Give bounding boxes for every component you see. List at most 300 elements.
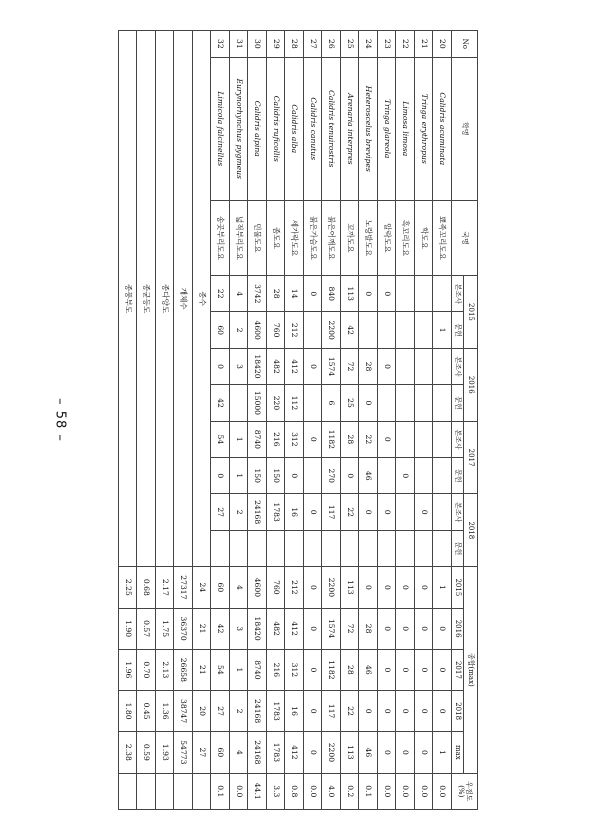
total-max-col-header: max [452, 732, 464, 773]
cell-kor: 세가락도요 [285, 200, 304, 275]
cell-r15 [359, 312, 378, 348]
cell-t17: 28 [341, 649, 360, 690]
cell-t17: 0 [378, 649, 397, 690]
cell-s18 [396, 494, 415, 530]
cell-r15: 1 [433, 312, 452, 348]
summary-cell-t15: 24 [193, 567, 212, 608]
summary-cell-dom [137, 773, 156, 810]
cell-sci: Heteroscelus brevipes [359, 57, 378, 200]
cell-r16 [230, 385, 249, 421]
cell-sci: Limosa limosa [396, 57, 415, 200]
cell-t16: 0 [304, 608, 323, 649]
cell-s15: 14 [285, 276, 304, 312]
cell-r18 [267, 530, 286, 566]
cell-s15 [415, 276, 434, 312]
table-row [285, 31, 304, 810]
cell-t18: 0 [304, 691, 323, 732]
cell-dom: 0.8 [285, 773, 304, 810]
cell-t15: 60 [211, 567, 230, 608]
summary-cell-t16: 0.57 [137, 608, 156, 649]
cell-sci: Calidris tenuirostris [322, 57, 341, 200]
cell-r16 [396, 385, 415, 421]
cell-s18: 27 [211, 494, 230, 530]
cell-r18 [415, 530, 434, 566]
summary-cell-t17: 26658 [174, 649, 193, 690]
summary-body [119, 31, 212, 810]
cell-dom: 0.0 [304, 773, 323, 810]
cell-r16: 42 [211, 385, 230, 421]
table-row [396, 31, 415, 810]
summary-label: 종풍부도 [119, 31, 138, 567]
cell-r18 [359, 530, 378, 566]
cell-s15: 22 [211, 276, 230, 312]
cell-t18: 16 [285, 691, 304, 732]
cell-s18: 0 [304, 494, 323, 530]
cell-max: 113 [341, 732, 360, 773]
summary-cell-dom [193, 773, 212, 810]
cell-t17: 1 [230, 649, 249, 690]
cell-dom: 44.1 [248, 773, 267, 810]
cell-s17: 0 [304, 421, 323, 457]
summary-row [156, 31, 175, 810]
cell-t15: 0 [359, 567, 378, 608]
summary-cell-max: 2.38 [119, 732, 138, 773]
cell-s18 [433, 494, 452, 530]
cell-s16 [433, 348, 452, 384]
summary-cell-t18: 1.80 [119, 691, 138, 732]
cell-t17: 0 [415, 649, 434, 690]
cell-kor: 붉은어깨도요 [322, 200, 341, 275]
cell-kor: 좀도요 [267, 200, 286, 275]
cell-max: 0 [396, 732, 415, 773]
cell-s16 [396, 348, 415, 384]
summary-cell-t16: 1.75 [156, 608, 175, 649]
summary-row [174, 31, 193, 810]
cell-s15: 28 [267, 276, 286, 312]
cell-r18 [304, 530, 323, 566]
cell-no: 32 [211, 31, 230, 58]
cell-r17: 0 [396, 458, 415, 494]
table-row [304, 31, 323, 810]
cell-s16: 0 [304, 348, 323, 384]
cell-s17: 0 [378, 421, 397, 457]
cell-sci: Eurynorhynchus pygmeus [230, 57, 249, 200]
cell-t15: 760 [267, 567, 286, 608]
table-row [248, 31, 267, 810]
summary-cell-dom [174, 773, 193, 810]
table-row [267, 31, 286, 810]
cell-max: 0 [378, 732, 397, 773]
cell-s18: 0 [415, 494, 434, 530]
cell-no: 31 [230, 31, 249, 58]
shorebird-survey-table [118, 30, 478, 810]
summary-cell-t16: 1.90 [119, 608, 138, 649]
cell-s15: 4 [230, 276, 249, 312]
summary-cell-t18: 38747 [174, 691, 193, 732]
summary-cell-max: 1.93 [156, 732, 175, 773]
ref-2015-header: 문헌 [452, 312, 464, 348]
cell-t16: 0 [433, 608, 452, 649]
cell-s18: 24168 [248, 494, 267, 530]
cell-t18: 22 [341, 691, 360, 732]
cell-r17: 0 [341, 458, 360, 494]
ref-2017-header: 문헌 [452, 458, 464, 494]
cell-r16 [433, 385, 452, 421]
cell-max: 2200 [322, 732, 341, 773]
cell-r16: 15000 [248, 385, 267, 421]
cell-r17 [378, 458, 397, 494]
summary-cell-t18: 0.45 [137, 691, 156, 732]
summary-row [193, 31, 212, 810]
cell-r15 [378, 312, 397, 348]
cell-s17: 8740 [248, 421, 267, 457]
summary-cell-t18: 20 [193, 691, 212, 732]
cell-t18: 117 [322, 691, 341, 732]
cell-r16 [378, 385, 397, 421]
cell-t15: 113 [341, 567, 360, 608]
cell-max: 0 [304, 732, 323, 773]
cell-s15: 113 [341, 276, 360, 312]
cell-no: 20 [433, 31, 452, 58]
cell-s16: 18420 [248, 348, 267, 384]
cell-s15 [396, 276, 415, 312]
cell-sci: Calidris ruficollis [267, 57, 286, 200]
cell-r17: 0 [211, 458, 230, 494]
cell-t15: 0 [415, 567, 434, 608]
cell-s17 [415, 421, 434, 457]
cell-s17: 54 [211, 421, 230, 457]
cell-kor: 송곳부리도요 [211, 200, 230, 275]
cell-sci: Calidris acuminata [433, 57, 452, 200]
ref-2018-header: 문헌 [452, 530, 464, 566]
cell-s15: 0 [359, 276, 378, 312]
summary-cell-t15: 0.68 [137, 567, 156, 608]
cell-r18 [322, 530, 341, 566]
cell-t16: 0 [378, 608, 397, 649]
cell-t15: 0 [304, 567, 323, 608]
summary-cell-t15: 2.25 [119, 567, 138, 608]
cell-no: 23 [378, 31, 397, 58]
cell-t18: 2 [230, 691, 249, 732]
summary-cell-t16: 36370 [174, 608, 193, 649]
ref-2016-header: 문헌 [452, 385, 464, 421]
cell-s15: 0 [378, 276, 397, 312]
cell-s16: 1574 [322, 348, 341, 384]
cell-dom: 0.0 [378, 773, 397, 810]
cell-r15: 2200 [322, 312, 341, 348]
cell-r16 [415, 385, 434, 421]
summary-cell-max: 0.59 [137, 732, 156, 773]
cell-sci: Calidris alpina [248, 57, 267, 200]
cell-t18: 24168 [248, 691, 267, 732]
cell-t16: 42 [211, 608, 230, 649]
cell-s18: 16 [285, 494, 304, 530]
cell-t17: 54 [211, 649, 230, 690]
cell-s18: 22 [341, 494, 360, 530]
cell-r18 [211, 530, 230, 566]
cell-kor: 붉은가슴도요 [304, 200, 323, 275]
cell-dom: 0.0 [396, 773, 415, 810]
cell-s17: 216 [267, 421, 286, 457]
cell-t16: 0 [415, 608, 434, 649]
summary-cell-dom [119, 773, 138, 810]
cell-dom: 0.1 [211, 773, 230, 810]
cell-dom: 0.0 [433, 773, 452, 810]
survey-2018-header: 본조사 [452, 494, 464, 530]
cell-r18 [248, 530, 267, 566]
cell-s16: 28 [359, 348, 378, 384]
cell-sci: Calidris alba [285, 57, 304, 200]
cell-r18 [396, 530, 415, 566]
cell-s15: 0 [304, 276, 323, 312]
cell-kor: 알락도요 [378, 200, 397, 275]
survey-2017-header: 본조사 [452, 421, 464, 457]
table-body [211, 31, 452, 810]
table-row [378, 31, 397, 810]
cell-sci: Arenaria interpres [341, 57, 360, 200]
cell-r15: 2 [230, 312, 249, 348]
summary-cell-max: 54773 [174, 732, 193, 773]
table-row [211, 31, 230, 810]
cell-r17: 1 [230, 458, 249, 494]
cell-s15 [433, 276, 452, 312]
cell-s16: 0 [211, 348, 230, 384]
cell-kor: 학도요 [415, 200, 434, 275]
cell-t17: 8740 [248, 649, 267, 690]
cell-t17: 216 [267, 649, 286, 690]
cell-dom: 0.0 [415, 773, 434, 810]
cell-kor: 넓적부리도요 [230, 200, 249, 275]
cell-r15 [396, 312, 415, 348]
cell-s15: 840 [322, 276, 341, 312]
col-scientific-name-header: 학명 [452, 57, 478, 200]
col-no-header: No [452, 31, 478, 58]
rotated-table-container [118, 30, 478, 810]
summary-cell-t17: 2.13 [156, 649, 175, 690]
summary-cell-t17: 1.96 [119, 649, 138, 690]
cell-t16: 28 [359, 608, 378, 649]
cell-t16: 1574 [322, 608, 341, 649]
summary-label: 종수 [193, 31, 212, 567]
cell-max: 24168 [248, 732, 267, 773]
cell-max: 46 [359, 732, 378, 773]
col-korean-name-header: 국명 [452, 200, 478, 275]
cell-s17: 22 [359, 421, 378, 457]
cell-no: 28 [285, 31, 304, 58]
cell-r15: 212 [285, 312, 304, 348]
cell-r15: 60 [211, 312, 230, 348]
summary-cell-max: 27 [193, 732, 212, 773]
cell-t16: 3 [230, 608, 249, 649]
cell-t16: 18420 [248, 608, 267, 649]
cell-s16: 0 [378, 348, 397, 384]
cell-s15: 3742 [248, 276, 267, 312]
cell-no: 27 [304, 31, 323, 58]
cell-r18 [433, 530, 452, 566]
cell-dom: 4.0 [322, 773, 341, 810]
cell-s17: 28 [341, 421, 360, 457]
table-row [433, 31, 452, 810]
cell-t17: 312 [285, 649, 304, 690]
summary-row [119, 31, 138, 810]
cell-no: 30 [248, 31, 267, 58]
cell-no: 25 [341, 31, 360, 58]
summary-cell-t17: 0.70 [137, 649, 156, 690]
cell-dom: 3.3 [267, 773, 286, 810]
cell-kor: 민물도요 [248, 200, 267, 275]
table-row [341, 31, 360, 810]
survey-2016-header: 본조사 [452, 348, 464, 384]
summary-label: 개체수 [174, 31, 193, 567]
cell-kor: 노랑발도요 [359, 200, 378, 275]
cell-r16 [304, 385, 323, 421]
cell-s16: 482 [267, 348, 286, 384]
summary-label: 종다양도 [156, 31, 175, 567]
cell-t17: 1182 [322, 649, 341, 690]
cell-r15 [415, 312, 434, 348]
cell-t18: 27 [211, 691, 230, 732]
year-2015-header: 2015 [464, 276, 478, 349]
table-row [359, 31, 378, 810]
cell-dom: 0.1 [359, 773, 378, 810]
year-2016-header: 2016 [464, 348, 478, 421]
summary-cell-t16: 21 [193, 608, 212, 649]
cell-t17: 0 [433, 649, 452, 690]
cell-t15: 2200 [322, 567, 341, 608]
cell-t16: 72 [341, 608, 360, 649]
summary-cell-dom [156, 773, 175, 810]
cell-r16: 220 [267, 385, 286, 421]
total-max-header: 종합(max) [464, 567, 478, 773]
summary-cell-t15: 2.17 [156, 567, 175, 608]
cell-r16: 25 [341, 385, 360, 421]
cell-s17: 312 [285, 421, 304, 457]
cell-kor: 흑꼬리도요 [396, 200, 415, 275]
cell-r16: 0 [359, 385, 378, 421]
year-2017-header: 2017 [464, 421, 478, 494]
cell-max: 60 [211, 732, 230, 773]
cell-t17: 0 [396, 649, 415, 690]
summary-row [137, 31, 156, 810]
cell-t15: 212 [285, 567, 304, 608]
cell-r17: 0 [285, 458, 304, 494]
cell-max: 1783 [267, 732, 286, 773]
cell-s18: 0 [359, 494, 378, 530]
table-row [322, 31, 341, 810]
cell-r18 [378, 530, 397, 566]
summary-label: 종균등도 [137, 31, 156, 567]
cell-s16 [415, 348, 434, 384]
summary-cell-t15: 27317 [174, 567, 193, 608]
cell-r17: 150 [248, 458, 267, 494]
cell-s18: 117 [322, 494, 341, 530]
cell-t18: 0 [378, 691, 397, 732]
cell-max: 0 [415, 732, 434, 773]
cell-r17: 150 [267, 458, 286, 494]
cell-no: 26 [322, 31, 341, 58]
cell-s17 [396, 421, 415, 457]
cell-s17: 1182 [322, 421, 341, 457]
cell-sci: Tringa glareola [378, 57, 397, 200]
cell-r15: 760 [267, 312, 286, 348]
cell-r16: 6 [322, 385, 341, 421]
cell-sci: Tringa erythropus [415, 57, 434, 200]
cell-s17: 1 [230, 421, 249, 457]
total-2015-header: 2015 [452, 567, 464, 608]
cell-sci: Calidris canutus [304, 57, 323, 200]
cell-r15: 42 [341, 312, 360, 348]
cell-r18 [285, 530, 304, 566]
cell-t18: 0 [396, 691, 415, 732]
cell-r18 [230, 530, 249, 566]
cell-s18: 0 [378, 494, 397, 530]
cell-no: 21 [415, 31, 434, 58]
cell-t16: 482 [267, 608, 286, 649]
summary-cell-t17: 21 [193, 649, 212, 690]
cell-t15: 1 [433, 567, 452, 608]
cell-r16: 112 [285, 385, 304, 421]
table-header [452, 31, 478, 810]
cell-t18: 1783 [267, 691, 286, 732]
cell-dom: 0.2 [341, 773, 360, 810]
cell-t15: 0 [378, 567, 397, 608]
cell-r17 [415, 458, 434, 494]
cell-sci: Limicola falcinellus [211, 57, 230, 200]
cell-s16: 72 [341, 348, 360, 384]
cell-r17 [304, 458, 323, 494]
cell-dom: 0.0 [230, 773, 249, 810]
cell-no: 29 [267, 31, 286, 58]
table-row [230, 31, 249, 810]
cell-t18: 0 [433, 691, 452, 732]
cell-r18 [341, 530, 360, 566]
cell-t17: 0 [304, 649, 323, 690]
cell-t15: 4 [230, 567, 249, 608]
summary-cell-t18: 1.36 [156, 691, 175, 732]
cell-no: 22 [396, 31, 415, 58]
page-number: – 58 – [52, 398, 68, 442]
survey-2015-header: 본조사 [452, 276, 464, 312]
total-2016-header: 2016 [452, 608, 464, 649]
cell-s18: 2 [230, 494, 249, 530]
cell-t18: 0 [359, 691, 378, 732]
cell-s16: 3 [230, 348, 249, 384]
cell-max: 412 [285, 732, 304, 773]
cell-s17 [433, 421, 452, 457]
cell-t15: 4600 [248, 567, 267, 608]
total-2017-header: 2017 [452, 649, 464, 690]
cell-r17: 270 [322, 458, 341, 494]
cell-no: 24 [359, 31, 378, 58]
cell-r17: 46 [359, 458, 378, 494]
cell-t16: 412 [285, 608, 304, 649]
year-2018-header: 2018 [464, 494, 478, 567]
cell-r15 [304, 312, 323, 348]
cell-t15: 0 [396, 567, 415, 608]
cell-r15: 4600 [248, 312, 267, 348]
cell-s18: 1783 [267, 494, 286, 530]
cell-t17: 46 [359, 649, 378, 690]
table-row [415, 31, 434, 810]
cell-r17 [433, 458, 452, 494]
cell-kor: 꼬까도요 [341, 200, 360, 275]
total-2018-header: 2018 [452, 691, 464, 732]
cell-s16: 412 [285, 348, 304, 384]
cell-t16: 0 [396, 608, 415, 649]
cell-max: 4 [230, 732, 249, 773]
cell-kor: 뾰족꼬리도요 [433, 200, 452, 275]
dominance-header: 우점도 (%) [452, 773, 478, 810]
